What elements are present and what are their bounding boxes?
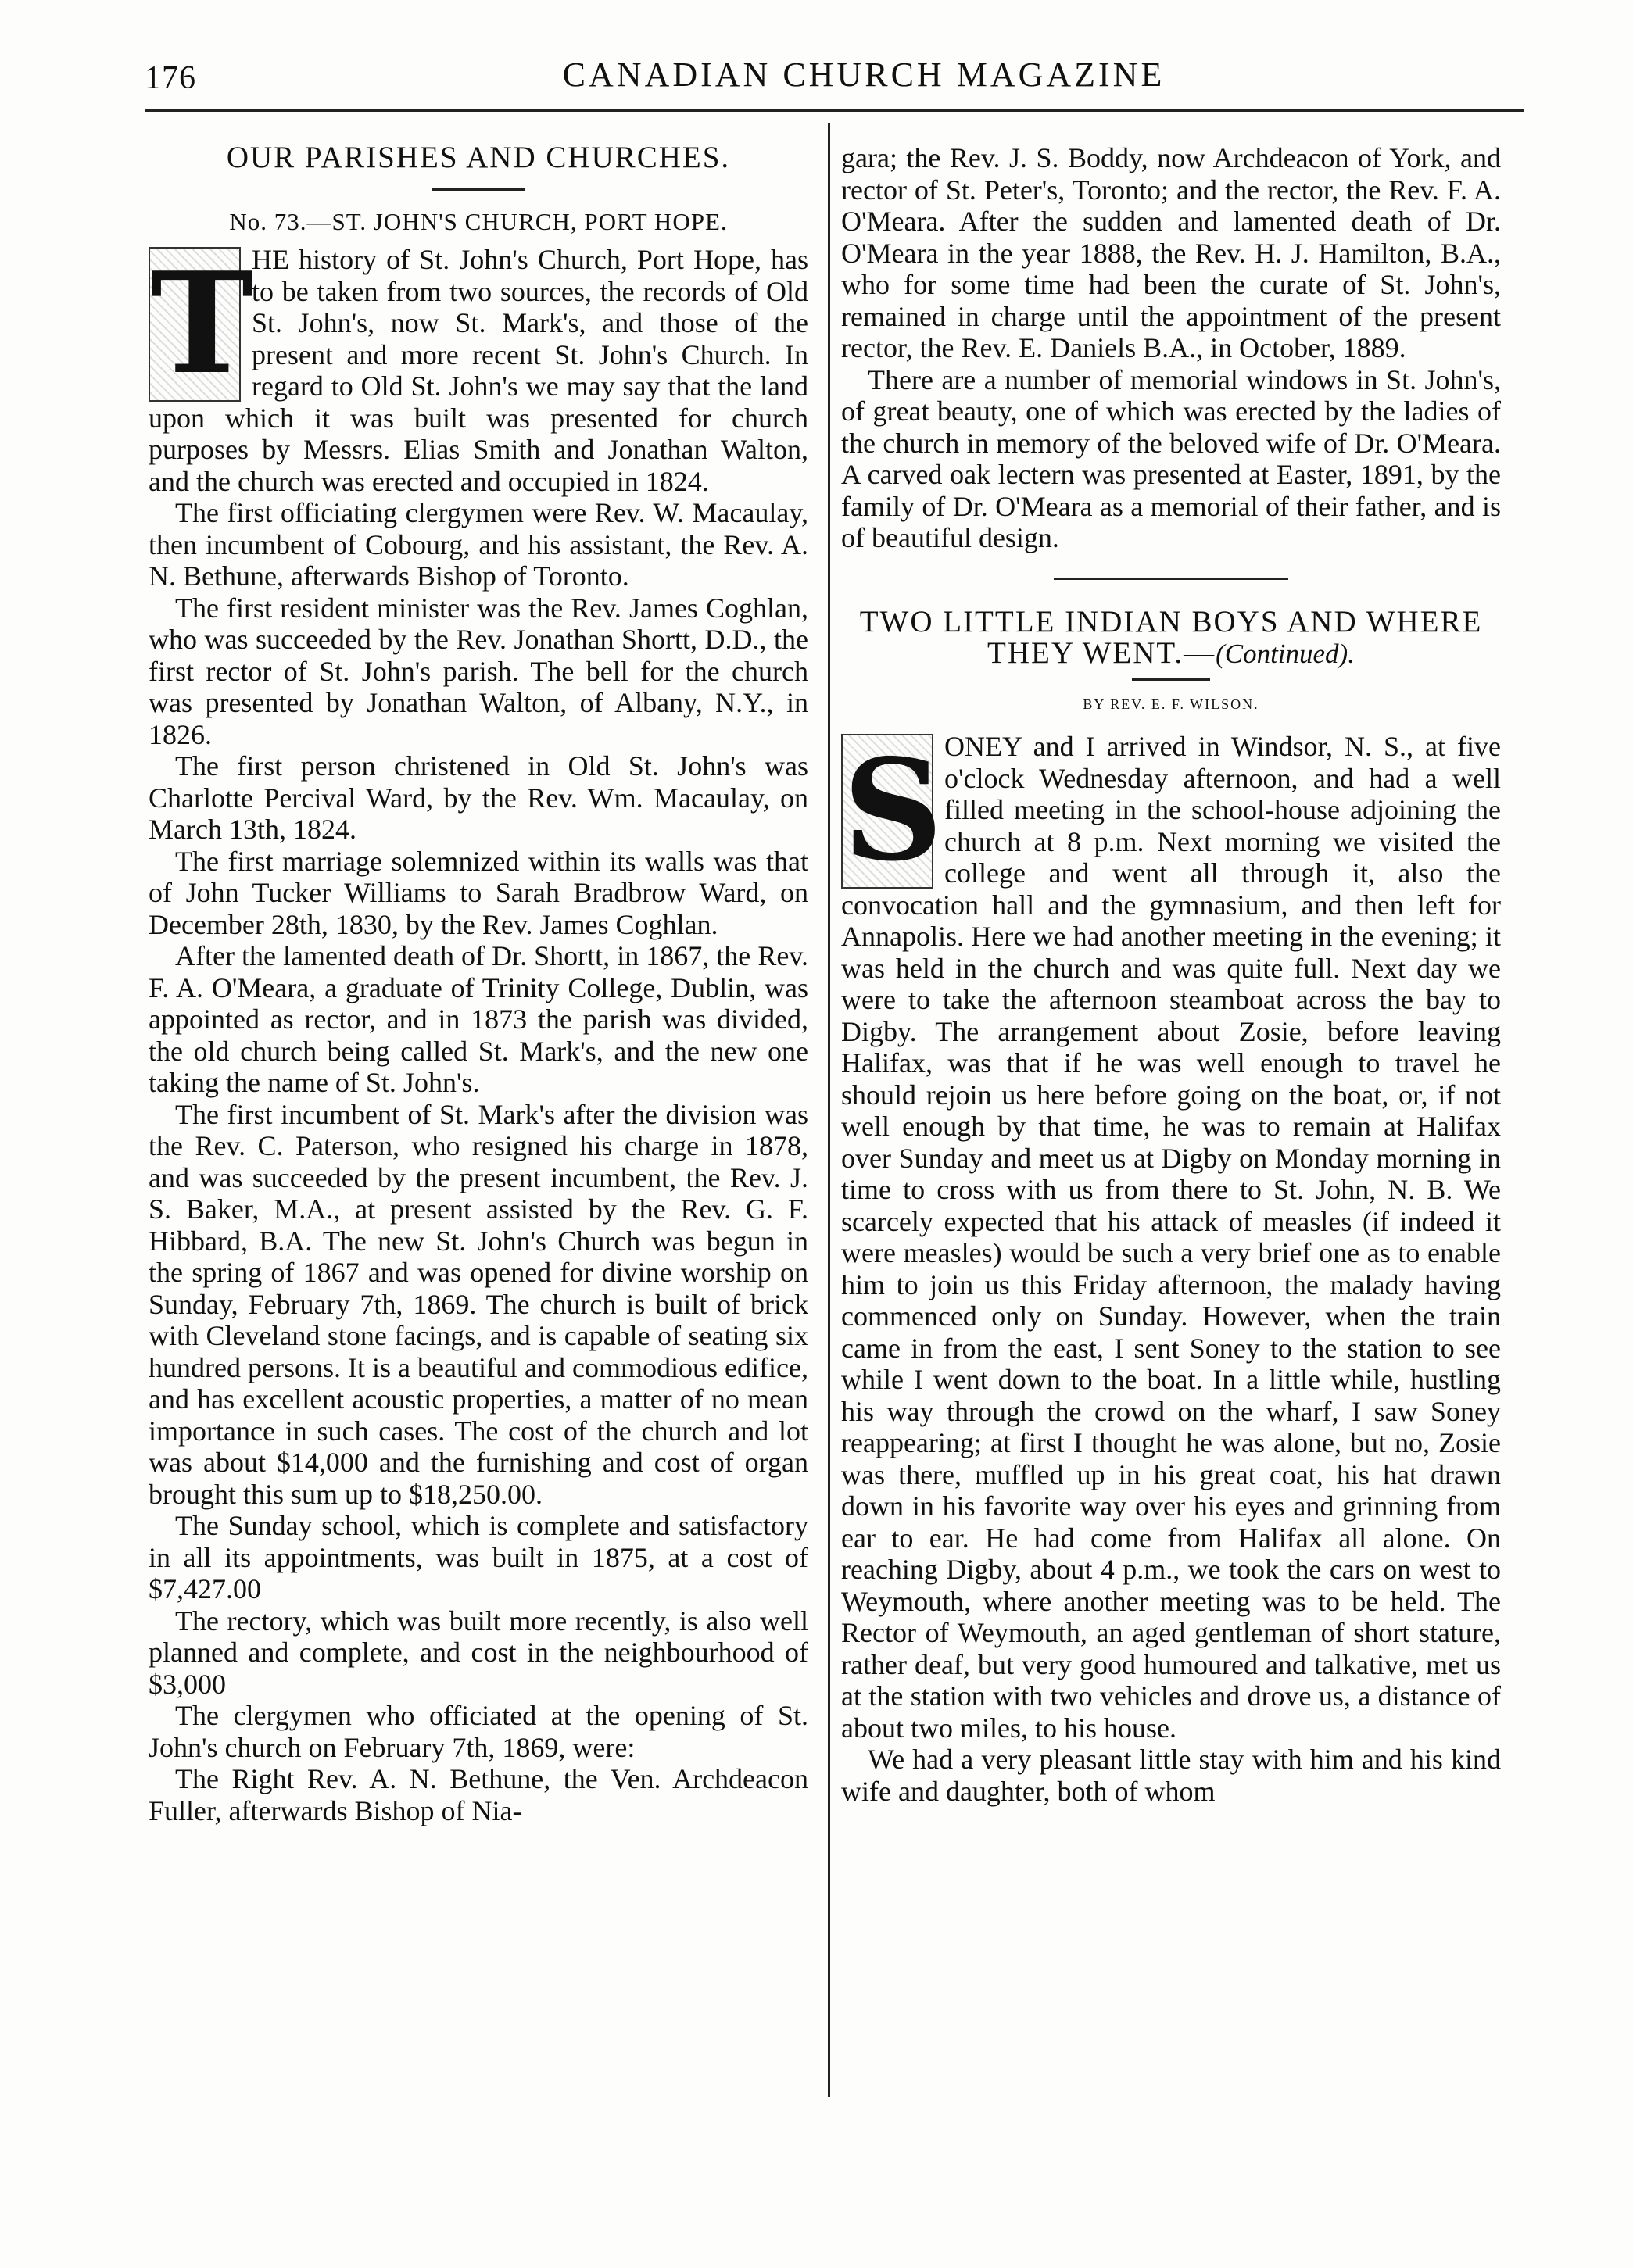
- right-column: [841, 142, 1501, 1807]
- paragraph: The first marriage solemnized within its walls was that of John Tucker Williams to Sarah Bradbrow Ward, on December 28th, 1830, by the Rev. James Coghlan.: [149, 845, 808, 940]
- page-number: 176: [145, 60, 196, 96]
- column-divider: [828, 123, 830, 2097]
- paragraph: The first person christened in Old St. John's was Charlotte Percival Ward, by the Rev. Wm. Macaulay, on March 13th, 1824.: [149, 750, 808, 845]
- paragraph: The clergymen who officiated at the opening of St. John's church on February 7th, 1869, were:: [149, 1700, 808, 1763]
- section-title-indian-boys: TWO LITTLE INDIAN BOYS AND WHERE THEY WENT.—(Continued).: [859, 604, 1483, 670]
- title-rule: [1132, 678, 1210, 681]
- left-column: [149, 142, 808, 1826]
- dropcap-s: S: [843, 728, 944, 892]
- paragraph: The Sunday school, which is complete and satisfactory in all its appointments, was built in 1875, at a cost of $7,427.00: [149, 1510, 808, 1604]
- paragraph: There are a number of memorial windows in St. John's, of great beauty, one of which was erected by the ladies of the church in memory of the beloved wife of Dr. O'Meara. A carved oak lectern was presented at Easter, 1891, by the family of Dr. O'Meara as a memorial of their father, and is of beautiful design.: [841, 363, 1501, 553]
- paragraph: The rectory, which was built more recently, is also well planned and complete, and cost in the neighbourhood of $3,000: [149, 1604, 808, 1700]
- paragraph: After the lamented death of Dr. Shortt, in 1867, the Rev. F. A. O'Meara, a graduate of Trinity College, Dublin, was appointed as rector, and in 1873 the parish was divided, the old church being called St. Mark's, and the new one taking the name of St. John's.: [149, 940, 808, 1098]
- section-title-parishes: OUR PARISHES AND CHURCHES.: [226, 141, 731, 174]
- continued-label: (Continued).: [1216, 639, 1355, 669]
- paragraph: S ONEY and I arrived in Windsor, N. S., at five o'clock Wednesday afternoon, and had a well filled meeting in the school-house adjoining the church at 8 p.m. Next morning we visited the college and went all through it, also the convocation hall and the gymnasium, and then left for Annapolis. Here we had another meeting in the evening; it was held in the church and was quite full. Next day we were to take the afternoon steamboat across the bay to Digby. The arrangement about Zosie, before leaving Halifax, was that if he was well enough to travel he should rejoin us here before going on the boat, or, if not well enough by that time, he was to remain at Halifax over Sunday and meet us at Digby on Monday morning in time to cross with us from there to St. John, N. B. We scarcely expected that his attack of measles (if indeed it were measles) would be such a very brief one as to enable him to join us this Friday afternoon, the malady having commenced only on Sunday. However, when the train came in from the east, I sent Soney to the station to see while I went down to the boat. In a little while, hustling his way through the crowd on the wharf, I saw Soney reappearing; at first I thought he was alone, but no, Zosie was there, muffled up in his great coat, his hat drawn down in his favorite way over his eyes and grinning from ear to ear. He had come from Halifax all alone. On reaching Digby, about 4 p.m., we took the cars on west to Weymouth, where another meeting was to be held. The Rector of Weymouth, an aged gentleman of short stature, rather deaf, but very good humoured and talkative, met us at the station with two vehicles and drove us, a distance of about two miles, to his house.: [841, 728, 1501, 1744]
- dropcap-t: T: [150, 241, 254, 405]
- paragraph: The Right Rev. A. N. Bethune, the Ven. Archdeacon Fuller, afterwards Bishop of Nia-: [149, 1763, 808, 1826]
- page-header: [145, 55, 1520, 109]
- byline: BY REV. E. F. WILSON.: [1083, 696, 1259, 712]
- paragraph: gara; the Rev. J. S. Boddy, now Archdeacon of York, and rector of St. Peter's, Toronto; and the rector, the Rev. F. A. O'Meara. After the sudden and lamented death of Dr. O'Meara in the year 1888, the Rev. H. J. Hamilton, B.A., who for some time had been the curate of St. John's, remained in charge until the appointment of the present rector, the Rev. E. Daniels B.A., in October, 1889.: [841, 142, 1501, 363]
- header-rule: [145, 109, 1524, 112]
- section-rule: [1054, 578, 1288, 580]
- paragraph: We had a very pleasant little stay with him and his kind wife and daughter, both of whom: [841, 1744, 1501, 1807]
- paragraph: T HE history of St. John's Church, Port Hope, has to be taken from two sources, the records of Old St. John's, now St. Mark's, and those of the present and more recent St. John's Church. In regard to Old St. John's we may say that the land upon which it was built was presented for church purposes by Messrs. Elias Smith and Jonathan Walton, and the church was erected and occupied in 1824.: [149, 241, 808, 497]
- paragraph: The first resident minister was the Rev. James Coghlan, who was succeeded by the Rev. Jonathan Shortt, D.D., the first rector of St. John's parish. The bell for the church was presented by Jonathan Walton, of Albany, N.Y., in 1826.: [149, 592, 808, 750]
- article-subtitle: No. 73.—ST. JOHN'S CHURCH, PORT HOPE.: [229, 207, 728, 235]
- running-head: CANADIAN CHURCH MAGAZINE: [562, 55, 1166, 94]
- title-rule: [432, 188, 525, 191]
- paragraph: The first incumbent of St. Mark's after the division was the Rev. C. Paterson, who resigned his charge in 1878, and was succeeded by the present incumbent, the Rev. J. S. Baker, M.A., at present assisted by the Rev. G. F. Hibbard, B.A. The new St. John's Church was begun in the spring of 1867 and was opened for divine worship on Sunday, February 7th, 1869. The church is built of brick with Cleveland stone facings, and is capable of seating six hundred persons. It is a beautiful and commodious edifice, and has excellent acoustic properties, a matter of no mean importance in such cases. The cost of the church and lot was about $14,000 and the furnishing and cost of organ brought this sum up to $18,250.00.: [149, 1098, 808, 1510]
- paragraph: The first officiating clergymen were Rev. W. Macaulay, then incumbent of Cobourg, and his assistant, the Rev. A. N. Bethune, afterwards Bishop of Toronto.: [149, 497, 808, 592]
